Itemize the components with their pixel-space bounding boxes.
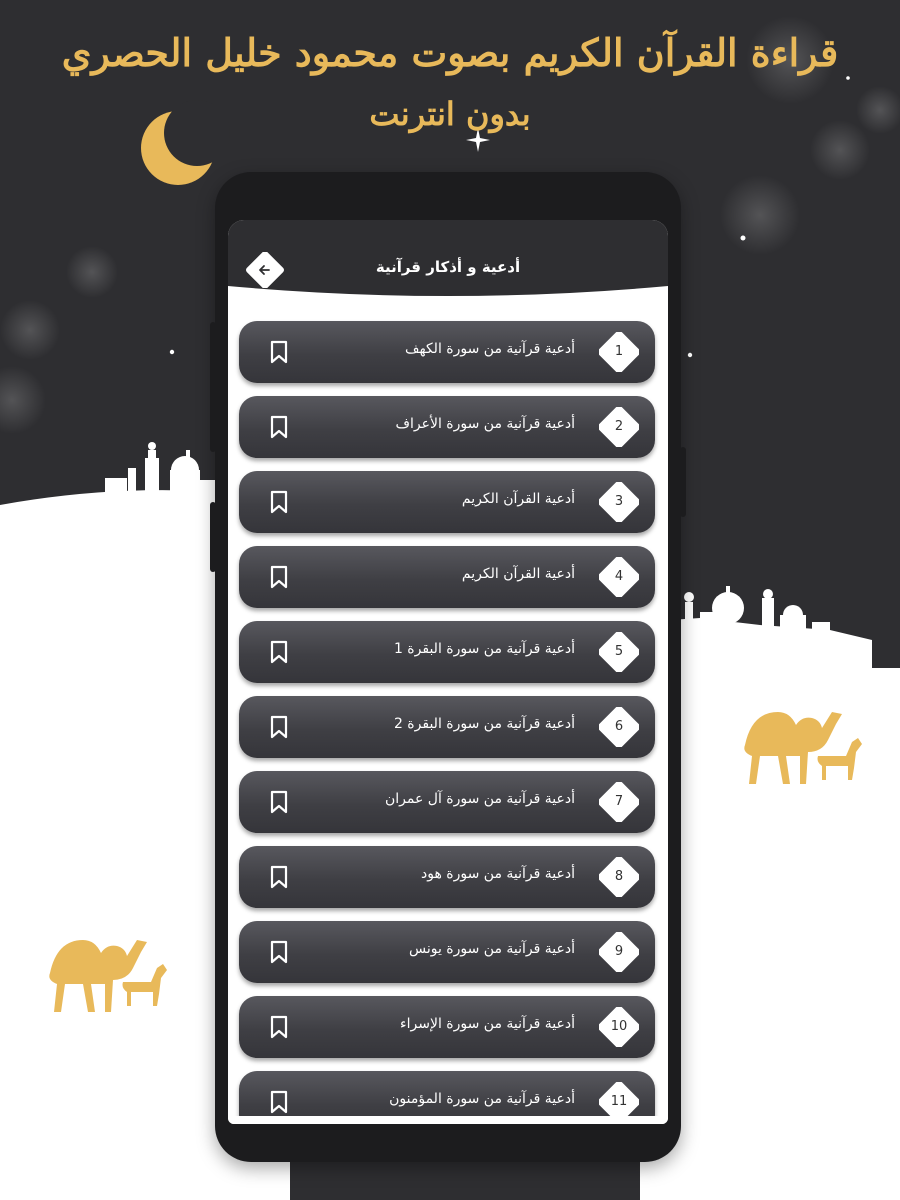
list-item[interactable] [239,846,655,908]
item-number: 10 [610,1019,628,1034]
item-number-badge [599,932,639,972]
item-number-badge [599,632,639,672]
item-label: أدعية قرآنية من سورة آل عمران [384,791,575,807]
item-number: 4 [614,569,624,584]
list-item[interactable] [239,396,655,458]
bookmark-icon[interactable] [269,640,289,664]
bookmark-icon[interactable] [269,340,289,364]
phone-side-button [680,447,686,517]
star-icon [170,350,174,354]
star-icon [688,353,692,357]
item-label: أدعية قرآنية من سورة الإسراء [400,1016,575,1032]
bookmark-icon[interactable] [269,1015,289,1039]
bookmark-icon[interactable] [269,415,289,439]
bookmark-icon[interactable] [269,790,289,814]
bokeh-light [0,300,60,360]
list-item[interactable] [239,321,655,383]
list-item[interactable] [239,921,655,983]
promo-title: قراءة القرآن الكريم بصوت محمود خليل الحصري [61,30,839,75]
item-number: 9 [614,944,624,959]
arrow-left-icon [245,252,285,288]
app-screen [228,220,668,1124]
item-label: أدعية قرآنية من سورة المؤمنون [389,1091,575,1107]
phone-frame [215,172,681,1162]
item-number-badge [599,1007,639,1047]
star-icon [846,76,850,80]
item-number: 6 [614,719,624,734]
item-number-badge [599,707,639,747]
bookmark-icon[interactable] [269,565,289,589]
phone-side-button [210,322,216,452]
item-number: 7 [614,794,624,809]
item-number: 3 [614,494,624,509]
bookmark-icon[interactable] [269,1090,289,1114]
list-item[interactable] [239,996,655,1058]
item-label: أدعية القرآن الكريم [461,566,575,582]
item-label: أدعية قرآنية من سورة هود [420,866,575,882]
bookmark-icon[interactable] [269,940,289,964]
promo-subtitle: بدون انترنت [369,95,531,133]
list-item[interactable] [239,696,655,758]
bokeh-light [66,246,118,298]
item-number: 1 [614,344,624,359]
phone-side-button [210,502,216,572]
item-label: أدعية قرآنية من سورة البقرة 1 [393,641,575,657]
bokeh-light [720,175,800,255]
list-item[interactable] [239,771,655,833]
item-label: أدعية قرآنية من سورة يونس [408,941,575,957]
item-number-badge [599,557,639,597]
item-number: 2 [614,419,624,434]
list-item[interactable] [239,546,655,608]
bookmark-icon[interactable] [269,715,289,739]
item-label: أدعية قرآنية من سورة الكهف [405,341,575,357]
list-item[interactable] [239,621,655,683]
item-number-badge [599,332,639,372]
bookmark-icon[interactable] [269,490,289,514]
item-number-badge [599,857,639,897]
screen-bottom-edge [228,1116,668,1124]
item-number: 11 [610,1094,628,1109]
item-number: 8 [614,869,624,884]
header-title: أدعية و أذكار قرآنية [375,258,521,276]
item-number: 5 [614,644,624,659]
item-label: أدعية قرآنية من سورة البقرة 2 [393,716,575,732]
star-icon [741,236,746,241]
item-label: أدعية القرآن الكريم [461,491,575,507]
item-number-badge [599,482,639,522]
item-number-badge [599,782,639,822]
item-number-badge [599,407,639,447]
item-label: أدعية قرآنية من سورة الأعراف [395,416,575,432]
back-button[interactable] [245,252,285,288]
bookmark-icon[interactable] [269,865,289,889]
list-item[interactable] [239,471,655,533]
